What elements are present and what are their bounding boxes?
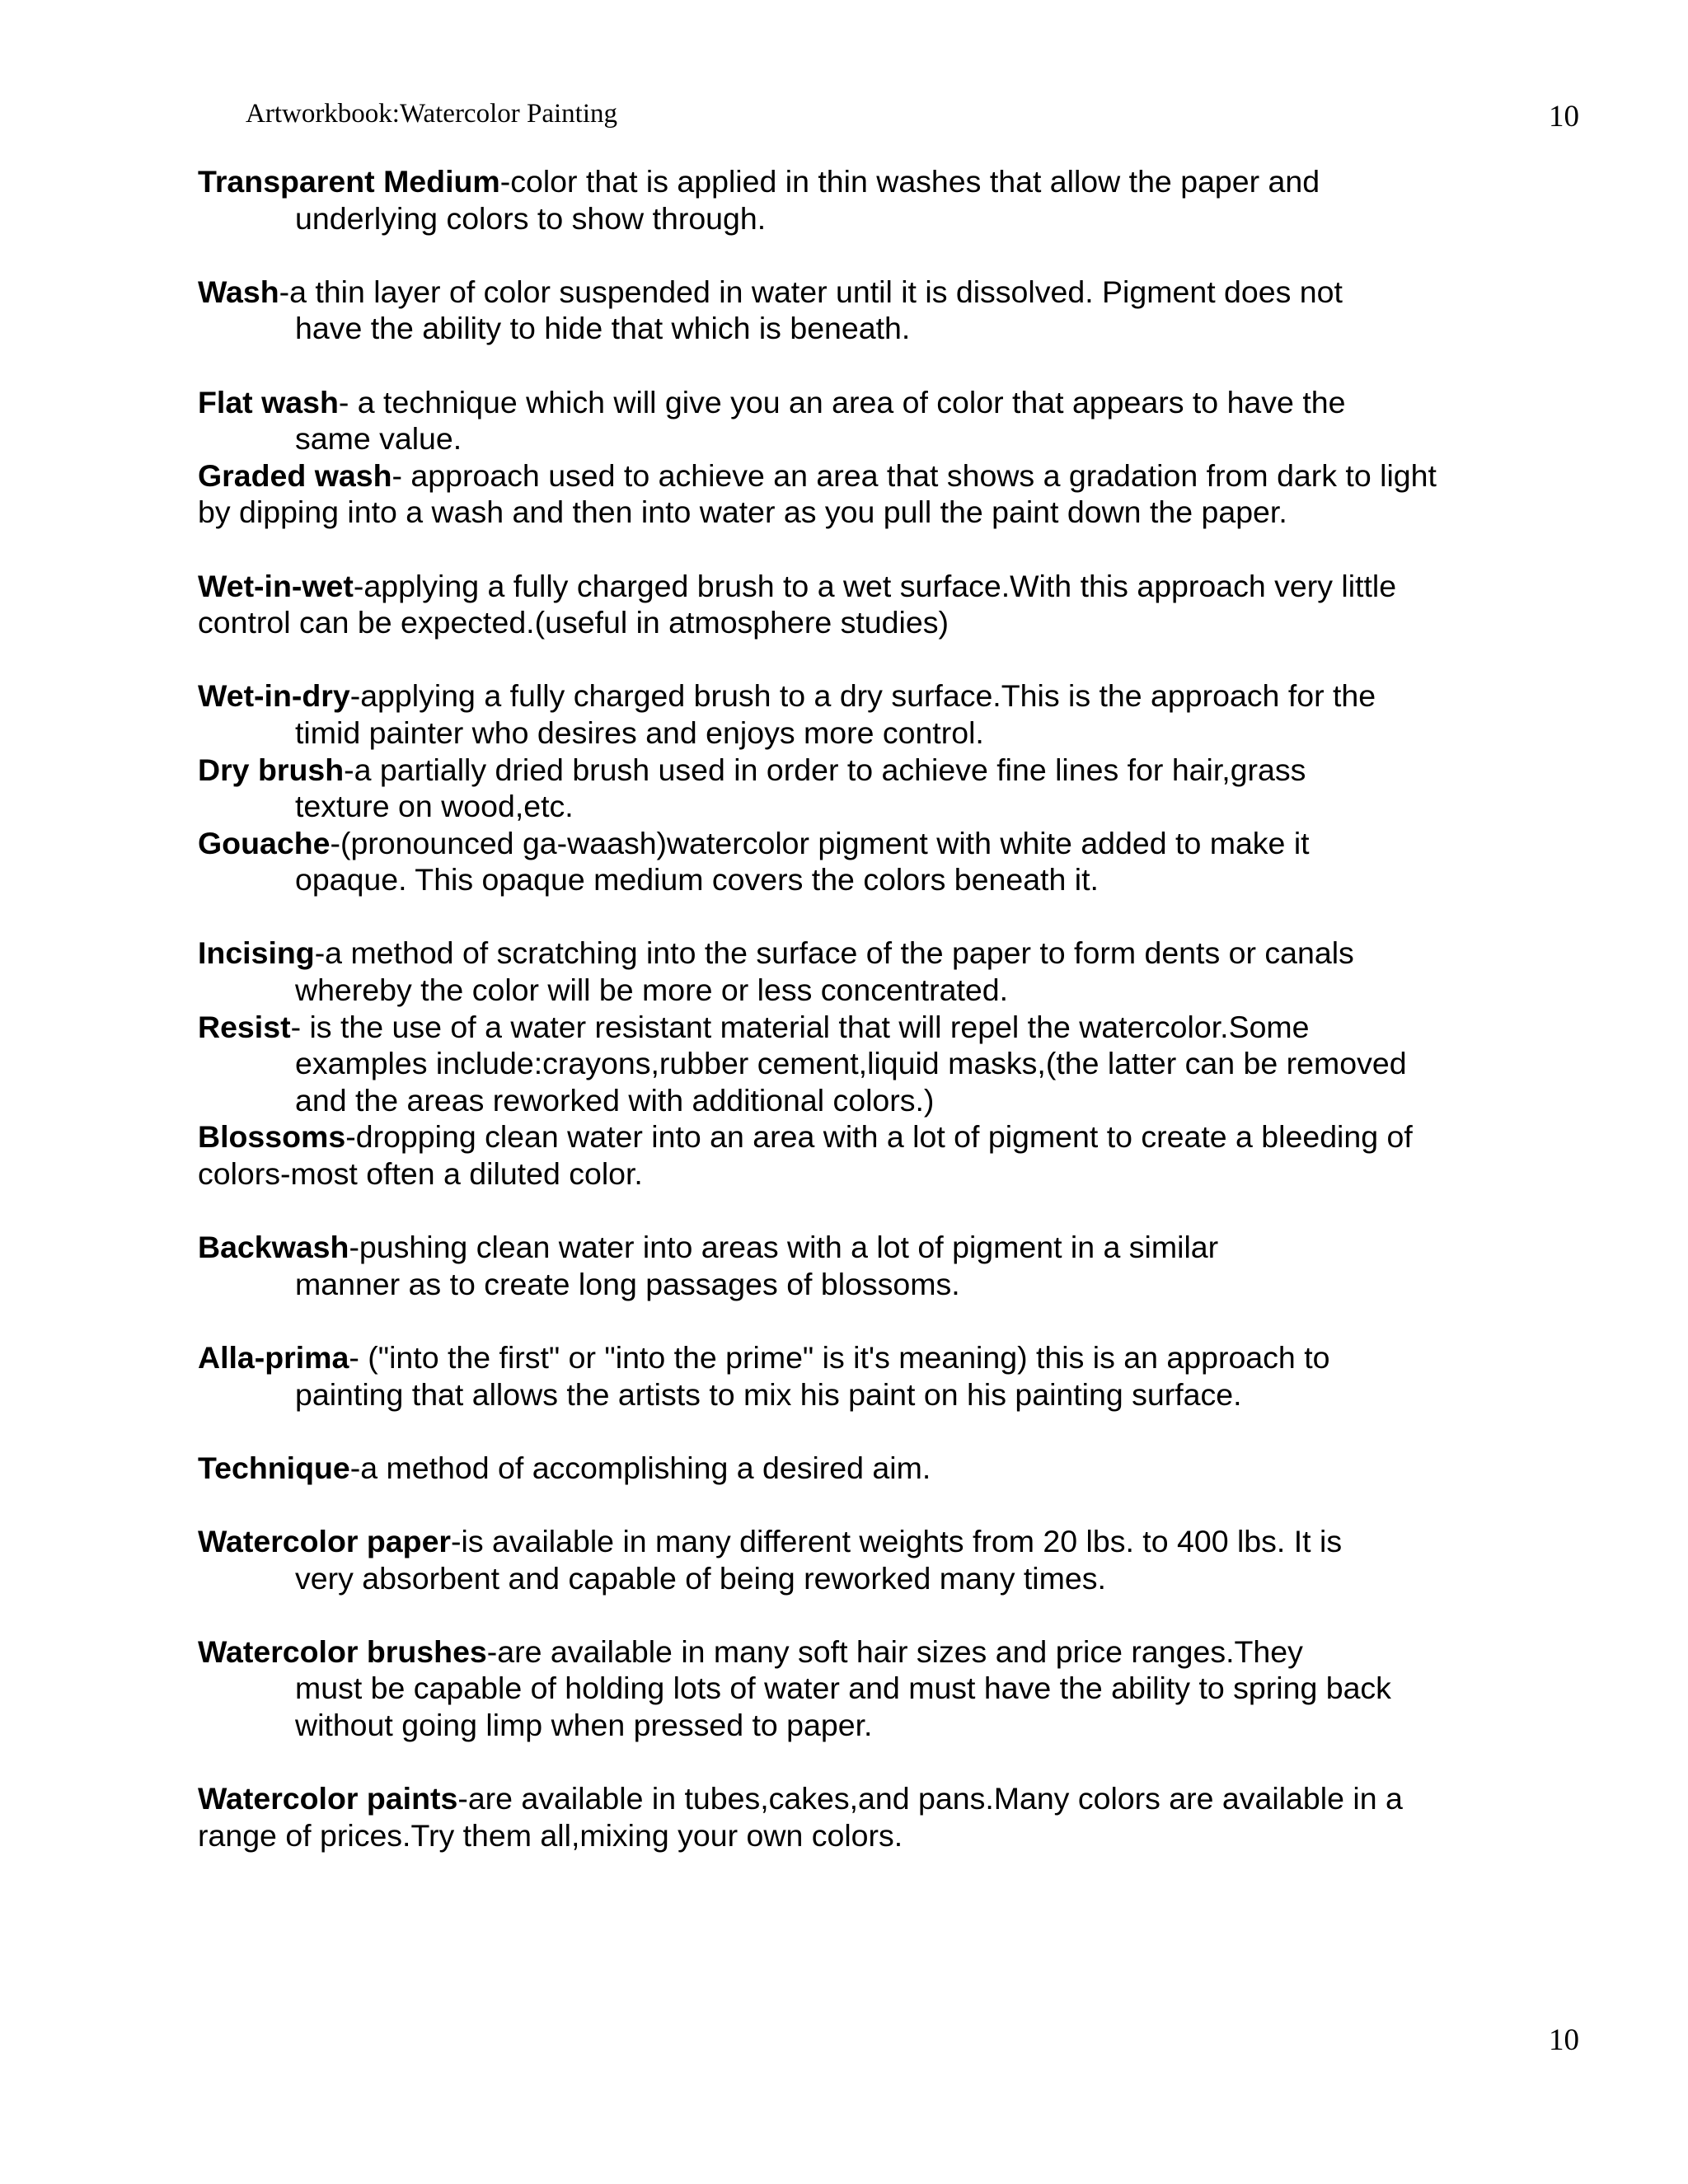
definition: -a method of scratching into the surface of the paper to form dents or canals xyxy=(314,935,1354,971)
definition-continued: same value. xyxy=(295,421,462,457)
definition: -dropping clean water into an area with a lot of pigment to create a bleeding of xyxy=(345,1119,1413,1155)
definition-continued: have the ability to hide that which is beneath. xyxy=(295,311,911,346)
term: Wash xyxy=(198,274,279,309)
entry-backwash xyxy=(198,1229,1607,1302)
definition: -a thin layer of color suspended in water until it is dissolved. Pigment does not xyxy=(279,274,1343,309)
term: Watercolor paints xyxy=(198,1781,458,1816)
term: Alla-prima xyxy=(198,1340,349,1375)
term: Graded wash xyxy=(198,457,392,493)
term: Resist xyxy=(198,1009,291,1044)
definition-continued: must be capable of holding lots of water and must have the ability to spring back xyxy=(295,1671,1391,1706)
page-number-top: 10 xyxy=(1549,100,1579,134)
entry-dry-brush xyxy=(198,752,1607,825)
definition: -is available in many different weights from 20 lbs. to 400 lbs. It is xyxy=(451,1523,1343,1558)
definition: - ("into the first" or "into the prime" is it's meaning) this is an approach to xyxy=(349,1340,1330,1375)
definition: - approach used to achieve an area that shows a gradation from dark to light xyxy=(392,457,1437,493)
entry-wash xyxy=(198,274,1607,347)
term: Watercolor paper xyxy=(198,1523,452,1558)
definition-continued: control can be expected.(useful in atmosphere studies) xyxy=(198,605,949,640)
entry-technique xyxy=(198,1450,1607,1487)
definition: -applying a fully charged brush to a dry surface.This is the approach for the xyxy=(349,678,1376,714)
definition: -applying a fully charged brush to a wet surface.With this approach very little xyxy=(353,568,1397,603)
definition-continued: examples include:crayons,rubber cement,liquid masks,(the latter can be removed xyxy=(295,1046,1407,1081)
definition-continued: and the areas reworked with additional colors.) xyxy=(295,1082,935,1118)
term: Watercolor brushes xyxy=(198,1633,487,1669)
entry-wet-in-wet xyxy=(198,568,1607,641)
term: Wet-in-wet xyxy=(198,568,354,603)
term: Gouache xyxy=(198,825,331,860)
definition: -(pronounced ga-waash)watercolor pigment with white added to make it xyxy=(330,825,1310,860)
page-number-bottom: 10 xyxy=(1549,2023,1579,2057)
term: Technique xyxy=(198,1450,350,1485)
entry-blossoms xyxy=(198,1118,1607,1192)
term: Incising xyxy=(198,935,315,971)
entry-transparent-medium xyxy=(198,163,1607,237)
entry-gouache xyxy=(198,825,1607,898)
entry-incising xyxy=(198,935,1607,1008)
definition-continued: painting that allows the artists to mix his paint on his painting surface. xyxy=(295,1376,1242,1412)
definition-continued: manner as to create long passages of blossoms. xyxy=(295,1266,960,1301)
definition-continued: by dipping into a wash and then into water as you pull the paint down the paper. xyxy=(198,494,1287,530)
definition: -are available in tubes,cakes,and pans.Many colors are available in a xyxy=(457,1781,1403,1816)
term: Backwash xyxy=(198,1230,349,1265)
entry-flat-wash xyxy=(198,384,1607,457)
definition-continued: opaque. This opaque medium covers the colors beneath it. xyxy=(295,862,1099,898)
running-header: Artworkbook:Watercolor Painting xyxy=(246,99,617,129)
definition-continued: timid painter who desires and enjoys more control. xyxy=(295,715,984,750)
entry-watercolor-paper xyxy=(198,1523,1607,1596)
definition-continued: whereby the color will be more or less concentrated. xyxy=(295,972,1008,1008)
entry-watercolor-brushes xyxy=(198,1633,1607,1744)
definition: -are available in many soft hair sizes and price ranges.They xyxy=(486,1633,1303,1669)
entry-watercolor-paints xyxy=(198,1780,1607,1854)
entry-wet-in-dry xyxy=(198,677,1607,751)
definition-continued: texture on wood,etc. xyxy=(295,789,574,824)
term: Dry brush xyxy=(198,752,345,787)
definition: - is the use of a water resistant material that will repel the watercolor.Some xyxy=(290,1009,1310,1044)
term: Blossoms xyxy=(198,1119,346,1155)
entry-graded-wash xyxy=(198,457,1607,531)
definition: -color that is applied in thin washes that allow the paper and xyxy=(499,164,1320,199)
definition: -a method of accomplishing a desired aim. xyxy=(349,1450,931,1485)
definition: -pushing clean water into areas with a lot of pigment in a similar xyxy=(349,1230,1219,1265)
entry-alla-prima xyxy=(198,1339,1607,1413)
glossary-body xyxy=(198,163,1607,1854)
definition: -a partially dried brush used in order to achieve fine lines for hair,grass xyxy=(344,752,1306,787)
definition-continued: range of prices.Try them all,mixing your own colors. xyxy=(198,1817,903,1853)
term: Transparent Medium xyxy=(198,164,500,199)
term: Wet-in-dry xyxy=(198,678,350,714)
definition: - a technique which will give you an area of color that appears to have the xyxy=(338,384,1346,419)
definition-continued: underlying colors to show through. xyxy=(295,200,767,236)
definition-continued: without going limp when pressed to paper. xyxy=(295,1707,873,1742)
entry-resist xyxy=(198,1009,1607,1119)
definition-continued: very absorbent and capable of being reworked many times. xyxy=(295,1560,1106,1596)
term: Flat wash xyxy=(198,384,339,419)
definition-continued: colors-most often a diluted color. xyxy=(198,1156,643,1192)
